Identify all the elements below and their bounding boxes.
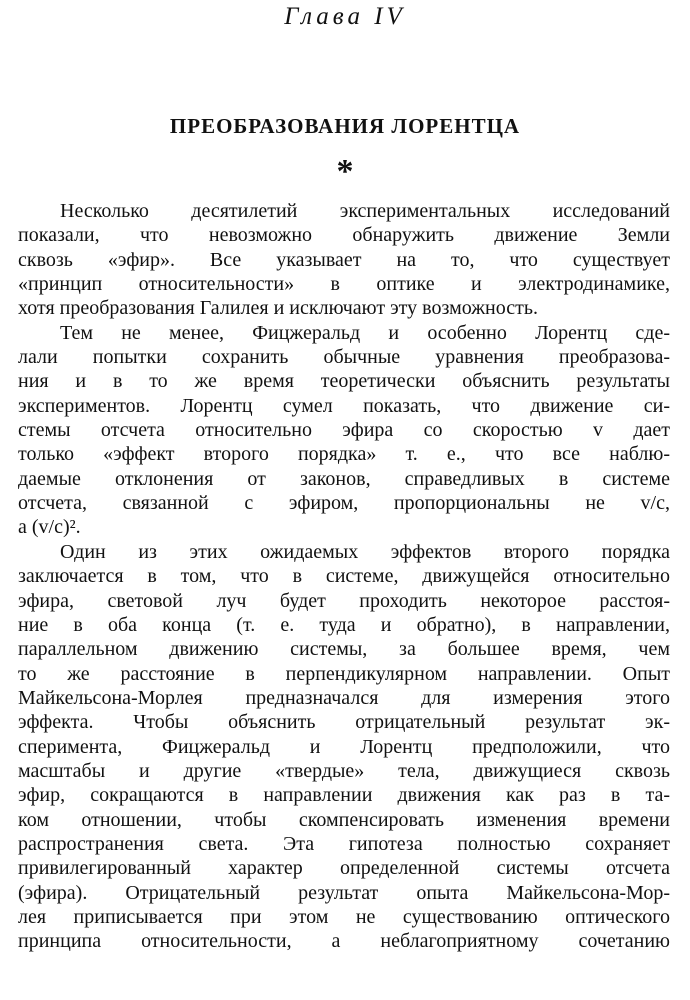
text-line: сперимента, Фицжеральд и Лорентц предположили, что: [18, 735, 670, 758]
text-line: ние в оба конца (т. е. туда и обратно), в направлении,: [18, 613, 670, 636]
text-line: показали, что невозможно обнаружить движение Земли: [18, 224, 670, 247]
text-line: отсчета, связанной с эфиром, пропорциональны не v/c,: [18, 492, 670, 515]
text-line: лея приписывается при этом не существованию оптического: [18, 905, 670, 928]
text-line: эфир, сокращаются в направлении движения как раз в та-: [18, 784, 670, 807]
text-line: экспериментов. Лорентц сумел показать, что движение си-: [18, 394, 670, 417]
text-line: заключается в том, что в системе, движущейся относительно: [18, 565, 670, 588]
paragraph-3: [18, 540, 670, 954]
section-separator: *: [336, 153, 354, 190]
text-line: «принцип относительности» в оптике и электродинамике,: [18, 273, 670, 296]
text-line: эфира, световой луч будет проходить некоторое расстоя-: [18, 589, 670, 612]
text-line: Майкельсона-Морлея предназначался для измерения этого: [18, 686, 670, 709]
text-line: лали попытки сохранить обычные уравнения преобразова-: [18, 346, 670, 369]
text-line: Один из этих ожидаемых эффектов второго порядка: [60, 540, 670, 563]
text-line: параллельном движению системы, за большее время, чем: [18, 638, 670, 661]
text-line: даемые отклонения от законов, справедливых в системе: [18, 467, 670, 490]
text-line: Несколько десятилетий экспериментальных исследований: [60, 200, 670, 222]
text-line: хотя преобразования Галилея и исключают эту возможность.: [18, 297, 538, 320]
text-line: (эфира). Отрицательный результат опыта Майкельсона-Мор-: [18, 881, 670, 904]
chapter-title: ПРЕОБРАЗОВАНИЯ ЛОРЕНТЦА: [169, 114, 521, 138]
paragraph-2: [18, 321, 670, 540]
text-line: а (v/c)².: [18, 516, 81, 539]
chapter-label: Глава IV: [284, 3, 406, 30]
text-line: ком отношении, чтобы скомпенсировать изменения времени: [18, 808, 670, 831]
text-line: Тем не менее, Фицжеральд и особенно Лорентц сде-: [60, 321, 670, 344]
text-line: принципа относительности, а неблагоприятному сочетанию: [18, 930, 670, 953]
text-line: эффекта. Чтобы объяснить отрицательный результат эк-: [18, 711, 670, 734]
paragraph-1: [18, 199, 670, 321]
text-line: привилегированный характер определенной системы отсчета: [18, 857, 670, 880]
text-line: сквозь «эфир». Все указывает на то, что существует: [18, 248, 670, 271]
text-line: ния и в то же время теоретически объяснить результаты: [18, 370, 670, 393]
text-line: масштабы и другие «твердые» тела, движущиеся сквозь: [18, 759, 670, 782]
text-line: то же расстояние в перпендикулярном направлении. Опыт: [18, 662, 670, 685]
text-line: только «эффект второго порядка» т. е., что все наблю-: [18, 443, 670, 466]
text-line: распространения света. Эта гипотеза полностью сохраняет: [18, 832, 670, 855]
body-text: [18, 199, 670, 954]
text-line: стемы отсчета относительно эфира со скоростью v дает: [18, 419, 670, 442]
